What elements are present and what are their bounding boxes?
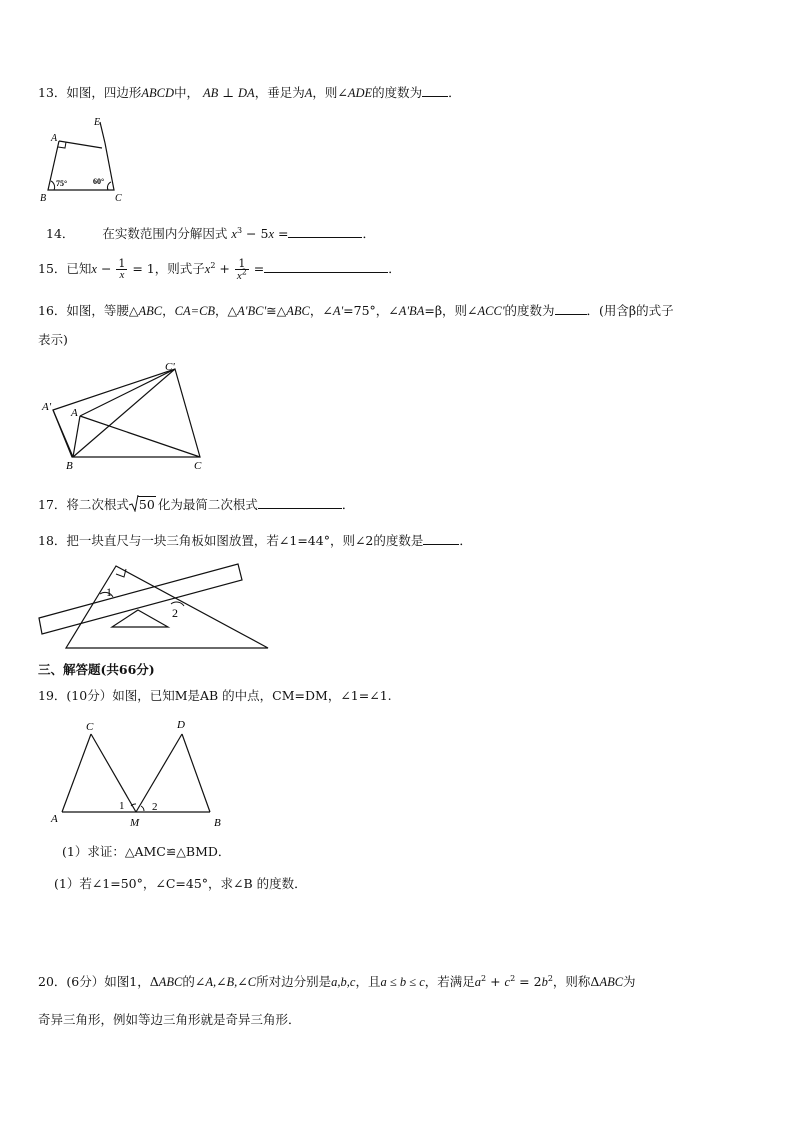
q14-answer-blank xyxy=(288,225,362,238)
q19-text: 19．(10分）如图，已知M是AB 的中点，CM=DM，∠1=∠1. xyxy=(38,688,392,703)
q13-answer-blank xyxy=(422,84,448,97)
q18-angle-label-2: 2 xyxy=(172,606,178,620)
q16-text: 16．如图，等腰△ABC，CA=CB，△A'BC'≅△ABC，∠A'=75°，∠A'BA=β，则∠ACC'的度数为 ．(用含β的式子 xyxy=(38,303,674,318)
q19-angle-label-1: 1 xyxy=(119,800,125,812)
q19-figure xyxy=(48,714,228,832)
q19-angle-label-2: 2 xyxy=(152,801,158,813)
q13-angle-c: 60° xyxy=(93,177,105,186)
q16-label-b: B xyxy=(66,460,73,472)
q19-label-c: C xyxy=(86,721,94,733)
q16-label-a-prime: A' xyxy=(42,401,52,413)
q19-subquestion-2: (1）若∠1=50°，∠C=45°，求∠B 的度数． xyxy=(54,876,307,891)
q13-label-a: A xyxy=(51,133,58,144)
q16-answer-blank xyxy=(555,302,587,315)
q13-figure xyxy=(38,112,138,204)
q18-answer-blank xyxy=(423,532,459,545)
q16-label-c: C xyxy=(194,460,202,472)
q17-answer-blank xyxy=(258,496,342,509)
q15-answer-blank xyxy=(264,260,388,273)
q13-label-b: B xyxy=(40,193,47,204)
q14-text: 14． 在实数范围内分解因式 $x^3 - 5x$ = ． xyxy=(46,225,375,241)
q18-figure xyxy=(38,560,272,654)
q13-angle-b: 75° xyxy=(56,179,68,188)
q13-text: 13．如图，四边形ABCD中， AB ⊥ DA，垂足为A，则∠ADE的度数为 ． xyxy=(38,85,461,100)
q17-radical: 50 xyxy=(129,497,156,513)
q15-text: 15．已知x − $\frac{1}{x}$ = 1，则式子$x^2$ + $\frac{1}{x^2}$ = ． xyxy=(38,256,401,282)
q13-label-e: E xyxy=(94,117,101,128)
q16-figure xyxy=(38,358,228,476)
q19-label-b: B xyxy=(214,817,221,829)
q16-label-a: A xyxy=(71,407,78,419)
q19-label-m: M xyxy=(130,817,140,829)
q19-label-d: D xyxy=(177,719,185,731)
q13-label-c: C xyxy=(115,193,122,204)
q20-text: 20．(6分）如图1，ΔABC的∠A,∠B,∠C所对边分别是a,b,c，且a ≤ b ≤ c，若满足$a^2 + c^2 = 2b^2$，则称ΔABC为 xyxy=(38,973,636,989)
q20-text-line2: 奇异三角形，例如等边三角形就是奇异三角形． xyxy=(38,1012,301,1027)
q18-angle-label-1: 1 xyxy=(106,585,112,599)
q17-text: 17．将二次根式 50 化为最简二次根式 ． xyxy=(38,497,355,512)
q18-text: 18．把一块直尺与一块三角板如图放置，若∠1=44°，则∠2的度数是 ． xyxy=(38,533,472,548)
q19-label-a: A xyxy=(51,813,58,825)
q16-text-line2: 表示) xyxy=(38,332,68,347)
section-heading: 三、解答题(共66分) xyxy=(38,662,155,677)
q19-subquestion-1: (1）求证：△AMC≌△BMD． xyxy=(62,844,231,859)
q16-label-c-prime: C' xyxy=(165,361,175,373)
